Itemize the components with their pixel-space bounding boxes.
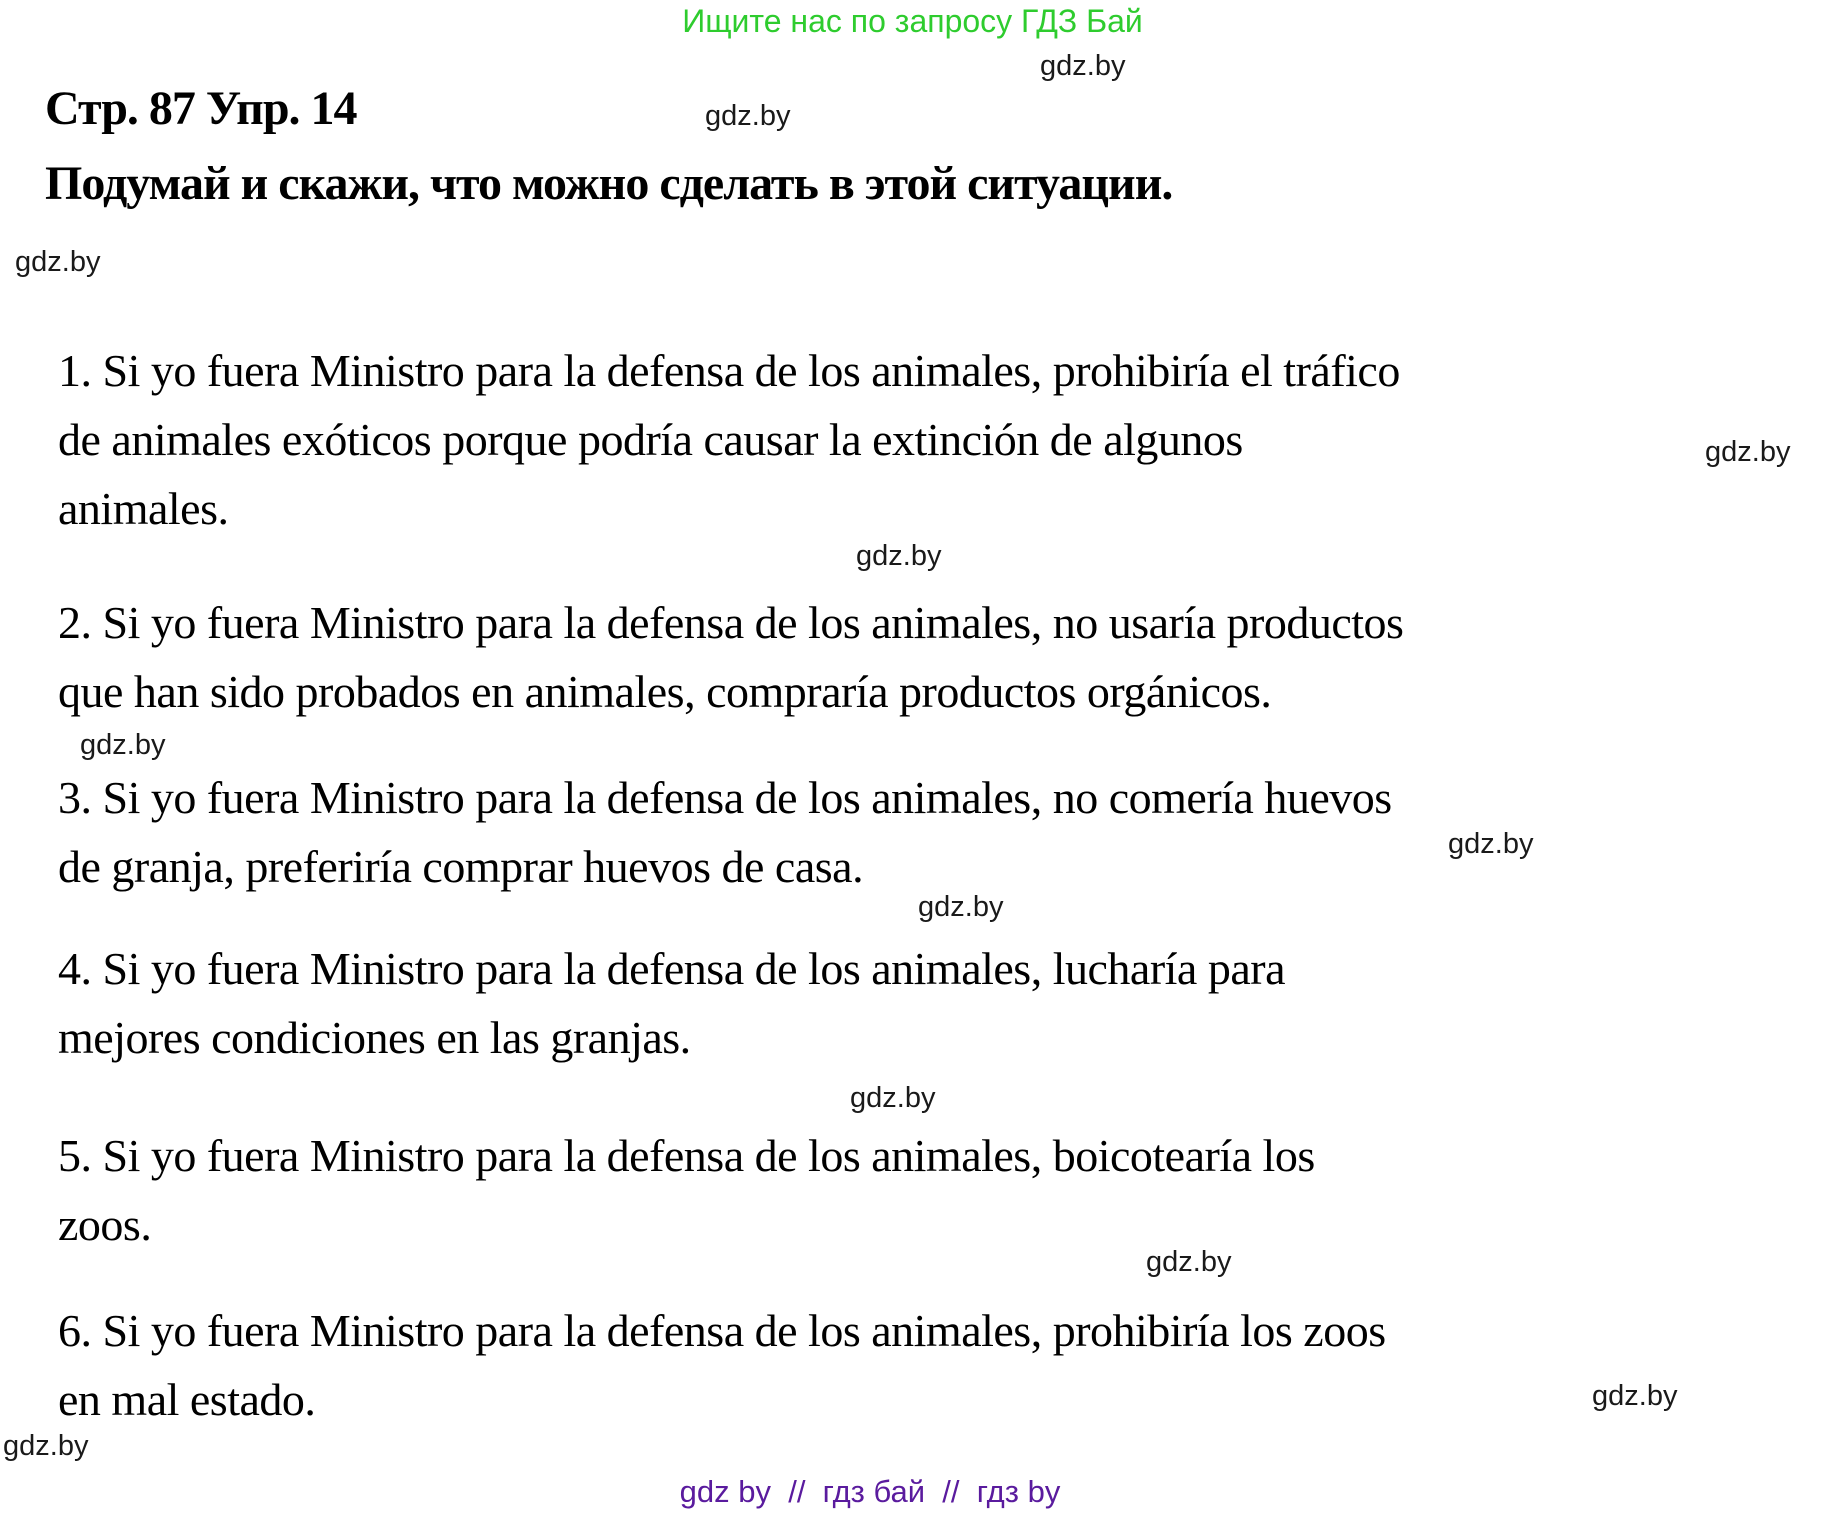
answer-paragraph-3 [58, 763, 1392, 901]
answer-paragraph-5 [58, 1121, 1315, 1259]
text-line: que han sido probados en animales, compraría productos orgánicos. [58, 666, 1272, 717]
answer-paragraph-6 [58, 1296, 1386, 1434]
gdz-watermark: gdz.by [1040, 50, 1126, 82]
text-line: mejores condiciones en las granjas. [58, 1012, 691, 1063]
text-line: 1. Si yo fuera Ministro para la defensa de los animales, prohibiría el tráfico [58, 345, 1400, 396]
gdz-watermark: gdz.by [1705, 436, 1791, 468]
page-exercise-title: Стр. 87 Упр. 14 [45, 82, 357, 135]
text-line: 2. Si yo fuera Ministro para la defensa de los animales, no usaría productos [58, 597, 1404, 648]
gdz-watermark: gdz.by [15, 246, 101, 278]
text-line: de animales exóticos porque podría causar la extinción de algunos [58, 414, 1243, 465]
task-heading: Подумай и скажи, что можно сделать в этой ситуации. [45, 157, 1173, 210]
answer-paragraph-1 [58, 336, 1400, 543]
gdz-watermark: gdz.by [1448, 828, 1534, 860]
text-line: 6. Si yo fuera Ministro para la defensa de los animales, prohibiría los zoos [58, 1305, 1386, 1356]
gdz-watermark: gdz.by [918, 891, 1004, 923]
text-line: zoos. [58, 1199, 152, 1250]
text-line: 4. Si yo fuera Ministro para la defensa de los animales, lucharía para [58, 943, 1285, 994]
gdz-watermark: gdz.by [705, 100, 791, 132]
text-line: 3. Si yo fuera Ministro para la defensa de los animales, no comería huevos [58, 772, 1392, 823]
gdz-watermark: gdz.by [850, 1082, 936, 1114]
text-line: de granja, preferiría comprar huevos de casa. [58, 841, 864, 892]
gdz-watermark: gdz.by [856, 540, 942, 572]
site-footer-text: gdz by // гдз бай // гдз by [679, 1474, 1061, 1509]
promo-banner-text: Ищите нас по запросу ГДЗ Бай [682, 3, 1143, 39]
text-line: animales. [58, 483, 229, 534]
gdz-watermark: gdz.by [3, 1430, 89, 1462]
answer-paragraph-2 [58, 588, 1403, 726]
answer-paragraph-4 [58, 934, 1285, 1072]
text-line: 5. Si yo fuera Ministro para la defensa de los animales, boicotearía los [58, 1130, 1315, 1181]
gdz-watermark: gdz.by [1146, 1246, 1232, 1278]
gdz-watermark: gdz.by [80, 729, 166, 761]
text-line: en mal estado. [58, 1374, 316, 1425]
gdz-watermark: gdz.by [1592, 1380, 1678, 1412]
